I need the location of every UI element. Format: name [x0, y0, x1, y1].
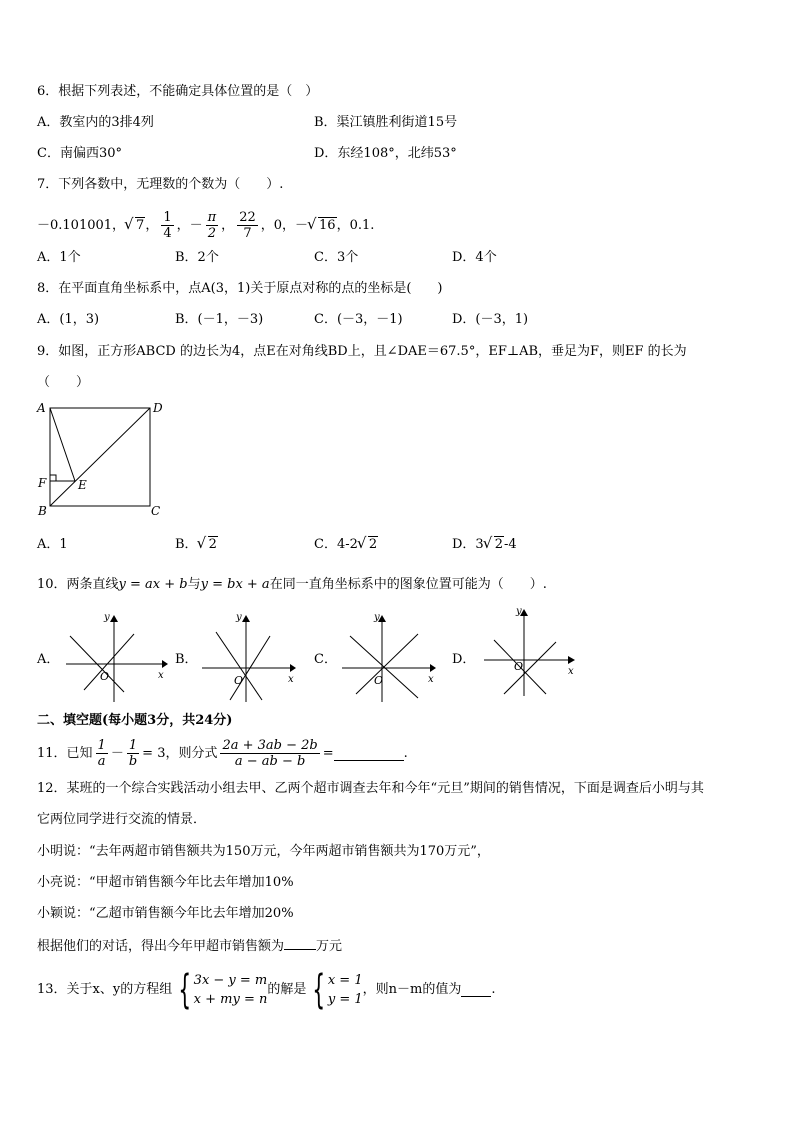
q11: 11．已知 $\frac{1}{a}$ － $\frac{1}{b}$ = 3，则分式 $\frac{2a + 3ab - 2b}{a - ab - b}$ = . — [37, 738, 408, 769]
svg-text:O: O — [100, 670, 110, 683]
q10-label-c: C． — [314, 652, 337, 667]
q9-paren: （ ） — [37, 375, 90, 390]
q10-label-b: B． — [175, 652, 198, 667]
q8-option-a: A．(1，3) — [37, 312, 100, 327]
svg-text:O: O — [234, 674, 244, 687]
q7-n8: ，0.1. — [336, 217, 375, 233]
q13: 13．关于x、y的方程组 { 3x − y = m x + my = n 的解是 { x = 1 y = 1 ，则n－m的值为 . — [37, 967, 496, 1013]
q8-option-b: B．(－1，－3) — [175, 312, 264, 327]
q7-option-c: C．3个 — [314, 250, 359, 265]
q10-label-a: A． — [37, 652, 60, 667]
q7-option-a: A．1个 — [37, 250, 81, 265]
q12-line1: 12．某班的一个综合实践活动小组去甲、乙两个超市调查去年和今年“元旦”期间的销售情况，下面是调查后小明与其 — [37, 781, 704, 796]
q8-stem: 8．在平面直角坐标系中，点A(3，1)关于原点对称的点的坐标是( ) — [37, 281, 443, 296]
q9-option-a: A．1 — [37, 537, 68, 552]
svg-text:x: x — [428, 674, 434, 685]
svg-text:y: y — [516, 606, 522, 617]
q7-frac-1-4: $\frac{1}{4}$ — [163, 210, 172, 241]
q8-option-d: D．(－3，1) — [452, 312, 529, 327]
q10-graph-a — [62, 612, 172, 704]
svg-text:y: y — [236, 612, 242, 623]
svg-text:x: x — [158, 670, 164, 681]
q12-line4: 小亮说：“甲超市销售额今年比去年增加10% — [37, 875, 294, 890]
label-A: A — [37, 401, 46, 415]
q6-option-a: A．教室内的3排4列 — [37, 115, 154, 130]
q8-option-c: C．(－3，－1) — [314, 312, 403, 327]
svg-text:y: y — [104, 612, 110, 623]
q7-frac-pi-2: $\frac{\pi}{2}$ — [207, 210, 217, 241]
svg-text:O: O — [374, 674, 384, 687]
q9-square-figure — [34, 398, 169, 520]
label-F: F — [38, 476, 47, 490]
q7-n1: －0.101001， — [37, 217, 126, 233]
q7-stem: 7．下列各数中，无理数的个数为（ ）. — [37, 177, 284, 192]
q7-sqrt7: √ 7 — [125, 217, 145, 235]
q10-stem: 10．两条直线y = ax + b与y = bx + a在同一直角坐标系中的图象位置可能为（ ）. — [37, 577, 547, 592]
q10-label-d: D． — [452, 652, 476, 667]
q6-option-c: C．南偏西30° — [37, 146, 122, 161]
svg-text:x: x — [288, 674, 294, 685]
q11-answer-blank[interactable] — [334, 746, 404, 761]
q7-number-list: －0.101001， √ 7 ， $\frac{1}{4}$ ，－ $\frac{\pi}{2}$ ， $\frac{22}{7}$ ，0，－ √ 16 ，0.1. — [37, 210, 374, 241]
label-D: D — [153, 401, 163, 415]
q6-option-d: D．东经108°，北纬53° — [314, 146, 457, 161]
q12-line2: 它两位同学进行交流的情景． — [37, 812, 207, 827]
q13-answer-blank[interactable] — [461, 983, 491, 997]
q7-n6: ，0，－ — [260, 217, 309, 233]
q7-frac-22-7: $\frac{22}{7}$ — [239, 210, 256, 241]
q9-option-d: D．3√ 2-4 — [452, 536, 517, 554]
q9-option-b: B．√ 2 — [175, 536, 218, 554]
q6-stem: 6．根据下列表述，不能确定具体位置的是（ ） — [37, 84, 319, 99]
q7-sqrt16: √ 16 — [308, 217, 337, 235]
q10-graph-d — [480, 606, 590, 698]
q9-option-c: C．4-2√ 2 — [314, 536, 378, 554]
q12-answer-blank[interactable] — [284, 936, 316, 950]
label-E: E — [78, 478, 87, 492]
q12-line5: 小颖说：“乙超市销售额今年比去年增加20% — [37, 906, 294, 921]
svg-text:x: x — [568, 666, 574, 677]
section-title: 二、填空题(每小题3分，共24分) — [37, 713, 233, 728]
svg-text:O: O — [514, 660, 524, 673]
q12-line3: 小明说：“去年两超市销售额共为150万元，今年两超市销售额共为170万元”， — [37, 844, 490, 859]
label-B: B — [38, 504, 47, 518]
svg-text:y: y — [374, 612, 380, 623]
q7-option-b: B．2个 — [175, 250, 219, 265]
label-C: C — [151, 504, 161, 518]
q7-option-d: D．4个 — [452, 250, 497, 265]
q12-line6: 根据他们的对话，得出今年甲超市销售额为 万元 — [37, 936, 342, 956]
q7-n4-sign: ，－ — [176, 217, 203, 233]
q9-stem: 9．如图，正方形ABCD 的边长为4，点E在对角线BD上，且∠DAE＝67.5°，EF⊥AB，垂足为F，则EF 的长为 — [37, 344, 687, 359]
q10-graph-c — [338, 612, 448, 704]
q6-option-b: B．渠江镇胜利街道15号 — [314, 115, 458, 130]
q10-graph-b — [198, 612, 308, 704]
